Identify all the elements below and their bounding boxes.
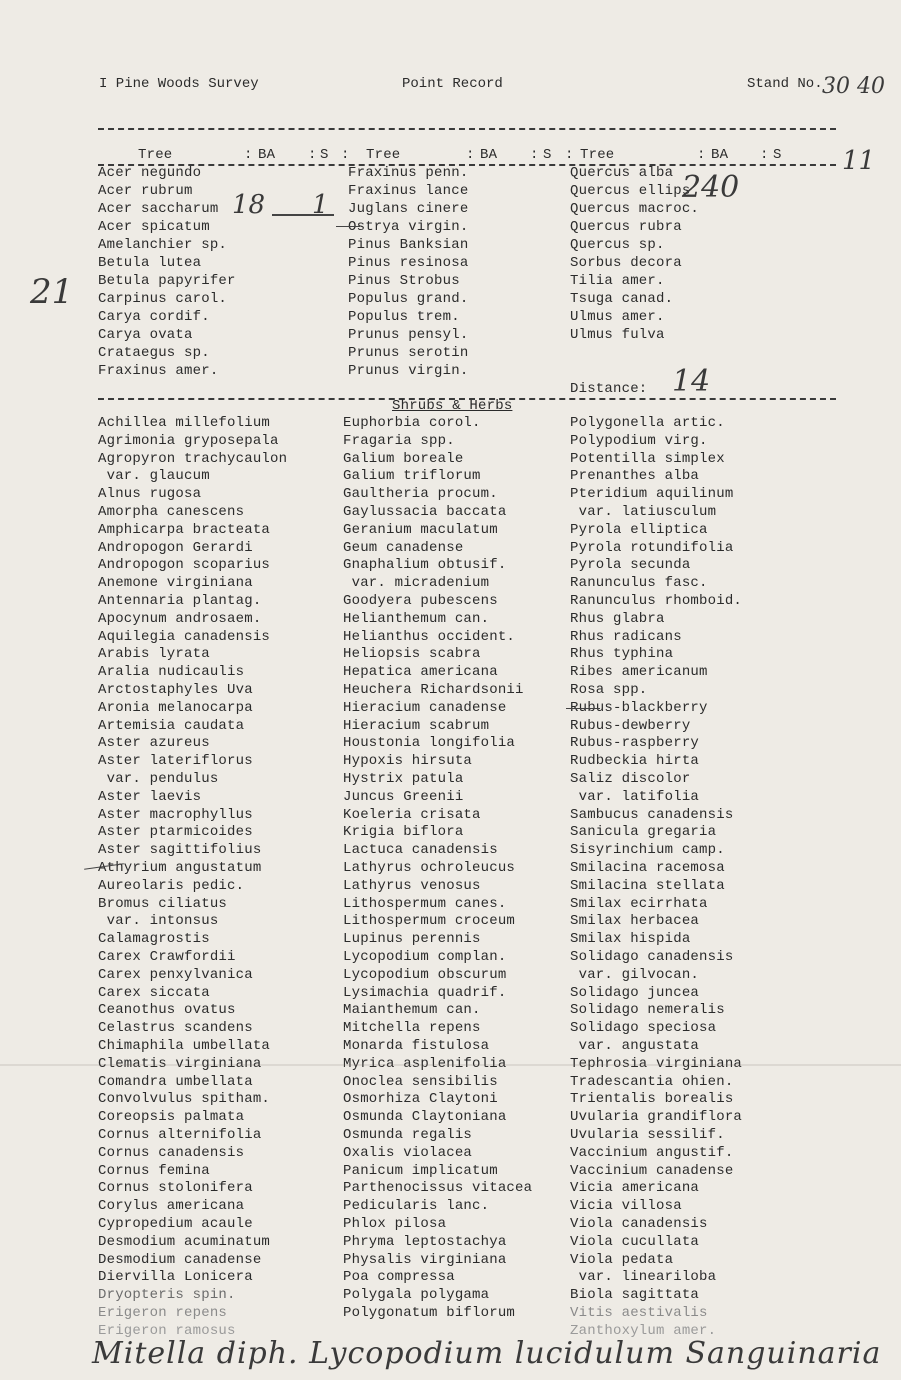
herb-item: Comandra umbellata	[98, 1073, 253, 1090]
herb-item: Convolvulus spitham.	[98, 1091, 271, 1108]
herb-item: Polygonella artic.	[570, 415, 725, 431]
tree-item: Amelanchier sp.	[98, 237, 228, 253]
herb-item: Carex penxylvanica	[98, 966, 253, 983]
tree-item: Acer negundo	[98, 165, 202, 181]
herb-item: Panicum implicatum	[343, 1162, 498, 1179]
herb-item: Potentilla simplex	[570, 450, 725, 467]
herb-item: Aster azureus	[98, 735, 210, 752]
herb-item: Fragaria spp.	[343, 432, 455, 449]
tree-item: Fraxinus penn.	[348, 165, 469, 181]
tree-item: Ostrya virgin.	[348, 219, 469, 235]
herb-item: Pedicularis lanc.	[343, 1198, 490, 1215]
herb-item: Polygonatum biflorum	[343, 1305, 516, 1321]
ba-header-3: BA	[711, 147, 729, 163]
col-sep: :	[530, 147, 539, 163]
herb-item: Andropogon scoparius	[98, 557, 271, 574]
herb-item: Parthenocissus vitacea	[343, 1180, 533, 1197]
col-sep: :	[308, 147, 317, 163]
herb-item: Aronia melanocarpa	[98, 699, 253, 716]
herb-item: Lycopodium obscurum	[343, 966, 507, 983]
tree-header-3: Tree	[580, 147, 615, 163]
herb-item: Lycopodium complan.	[343, 949, 507, 965]
herb-item: Pyrola secunda	[570, 557, 691, 574]
herb-item: Vaccinium angustif.	[570, 1144, 734, 1161]
herb-item: Osmunda regalis	[343, 1127, 473, 1143]
shrubs-herbs-title: Shrubs & Herbs	[392, 398, 513, 414]
herb-item: Uvularia grandiflora	[570, 1109, 743, 1126]
herb-item: Aralia nudicaulis	[98, 664, 245, 681]
herb-item: Phryma leptostachya	[343, 1233, 507, 1250]
paper-fold	[0, 1064, 901, 1066]
s-header-1: S	[320, 147, 329, 163]
strike-mark	[566, 708, 600, 709]
herb-item: Lupinus perennis	[343, 931, 481, 948]
handwritten-margin-mark-right: 11	[842, 146, 876, 176]
herb-item: Sanicula gregaria	[570, 824, 717, 841]
herb-item: Hepatica americana	[343, 664, 498, 681]
herb-item: Rudbeckia hirta	[570, 753, 700, 770]
herb-item: Sisyrinchium camp.	[570, 842, 725, 859]
col-sep: :	[565, 147, 574, 163]
herb-item: Lathyrus ochroleucus	[343, 860, 516, 876]
herb-item: Prenanthes alba	[570, 468, 700, 485]
herb-item: Juncus Greenii	[343, 788, 464, 805]
herb-item: Biola sagittata	[570, 1287, 700, 1304]
herb-item: var. angustata	[570, 1038, 700, 1054]
herb-item: Lithospermum canes.	[343, 895, 507, 912]
herb-item-faded: Zanthoxylum amer.	[570, 1322, 717, 1339]
s-header-2: S	[543, 147, 552, 163]
herb-item: Poa compressa	[343, 1269, 455, 1286]
herb-item: Hystrix patula	[343, 771, 464, 787]
herb-item: Clematis virginiana	[98, 1055, 262, 1072]
tree-item: Betula lutea	[98, 255, 202, 271]
tree-item: Quercus sp.	[570, 237, 665, 253]
herb-item: Gaylussacia baccata	[343, 504, 507, 520]
herb-item: Trientalis borealis	[570, 1091, 734, 1108]
herb-item: Heliopsis scabra	[343, 646, 481, 663]
herb-item: Gnaphalium obtusif.	[343, 557, 507, 574]
herb-item: Mitchella repens	[343, 1020, 481, 1037]
herb-item: Antennaria plantag.	[98, 593, 262, 609]
herb-item: Desmodium acuminatum	[98, 1233, 271, 1250]
herb-item: Coreopsis palmata	[98, 1109, 245, 1126]
herb-item: Polygala polygama	[343, 1287, 490, 1304]
record-title: Point Record	[402, 76, 503, 92]
herb-item: Oxalis violacea	[343, 1144, 473, 1161]
herb-item: Rubus-blackberry	[570, 699, 708, 716]
herb-item: Anemone virginiana	[98, 575, 253, 592]
herb-item: Cornus femina	[98, 1162, 210, 1179]
herb-item: Viola cucullata	[570, 1233, 700, 1250]
tree-item: Carya ovata	[98, 327, 193, 343]
herb-item: var. pendulus	[98, 771, 219, 787]
herb-item: Corylus americana	[98, 1198, 245, 1215]
herb-item: var. micradenium	[343, 575, 490, 592]
herb-item: Sambucus canadensis	[570, 806, 734, 823]
herb-item: var. gilvocan.	[570, 966, 700, 983]
handwritten-footer-note: Mitella diph. Lycopodium lucidulum Sanguinaria	[92, 1336, 882, 1371]
col-sep: :	[244, 147, 253, 163]
herb-item: Helianthemum can.	[343, 610, 490, 627]
herb-item: Carex Crawfordii	[98, 949, 236, 965]
herb-item: Aster laevis	[98, 788, 202, 805]
herb-item: Viola canadensis	[570, 1216, 708, 1232]
tree-item: Ulmus amer.	[570, 309, 665, 325]
stand-label: Stand No.	[747, 76, 823, 92]
handwritten-s-acer-saccharum: 1	[312, 190, 329, 220]
herb-item: Maianthemum can.	[343, 1002, 481, 1019]
herb-item: Ribes americanum	[570, 664, 708, 681]
herb-item: Saliz discolor	[570, 771, 691, 787]
herb-item: Arabis lyrata	[98, 646, 210, 663]
herb-item: Tradescantia ohien.	[570, 1073, 734, 1090]
tree-item: Populus grand.	[348, 291, 469, 307]
herb-item: Lathyrus venosus	[343, 877, 481, 894]
tree-item: Acer rubrum	[98, 183, 193, 199]
survey-title: I Pine Woods Survey	[99, 76, 259, 92]
herb-item: Goodyera pubescens	[343, 593, 498, 609]
tree-header-2: Tree	[366, 147, 401, 163]
herb-item: Amorpha canescens	[98, 504, 245, 520]
herb-item: Agrimonia gryposepala	[98, 432, 279, 449]
herb-item: Viola pedata	[570, 1251, 674, 1268]
herb-item: Aster ptarmicoides	[98, 824, 253, 841]
tree-item: Carpinus carol.	[98, 291, 228, 307]
ba-header-1: BA	[258, 147, 276, 163]
herb-item: Vicia americana	[570, 1180, 700, 1197]
herb-item: Vaccinium canadense	[570, 1162, 734, 1179]
handwritten-distance-value: 14	[672, 364, 711, 399]
herb-item: Calamagrostis	[98, 931, 210, 948]
handwritten-underline	[272, 214, 334, 216]
herb-item: Polypodium virg.	[570, 432, 708, 449]
tree-item: Tilia amer.	[570, 273, 665, 289]
tree-item: Prunus pensyl.	[348, 327, 469, 343]
herb-item: var. glaucum	[98, 468, 210, 485]
tree-item: Acer spicatum	[98, 219, 210, 235]
herb-item: Galium boreale	[343, 450, 464, 467]
stand-number-handwritten: 30 40	[822, 74, 885, 99]
herb-item: Rhus typhina	[570, 646, 674, 663]
herb-item: Helianthus occident.	[343, 628, 516, 645]
herb-item: Cornus canadensis	[98, 1144, 245, 1161]
herb-item: Pyrola elliptica	[570, 521, 708, 538]
herb-item: Monarda fistulosa	[343, 1038, 490, 1054]
herb-item: Aquilegia canadensis	[98, 628, 271, 645]
herb-item: Cornus stolonifera	[98, 1180, 253, 1197]
top-rule	[98, 128, 836, 130]
herb-item: Myrica asplenifolia	[343, 1055, 507, 1072]
ba-header-2: BA	[480, 147, 498, 163]
herb-item: Lactuca canadensis	[343, 842, 498, 859]
col-sep: :	[697, 147, 706, 163]
tree-item: Tsuga canad.	[570, 291, 674, 307]
col-sep: :	[341, 147, 350, 163]
handwritten-margin-mark-left: 21	[30, 272, 74, 312]
herb-item: Solidago nemeralis	[570, 1002, 725, 1019]
herb-item: Aster sagittifolius	[98, 842, 262, 859]
tree-item: Ulmus fulva	[570, 327, 665, 343]
herb-item: Achillea millefolium	[98, 415, 271, 431]
herb-item: Houstonia longifolia	[343, 735, 516, 752]
herb-item: Solidago juncea	[570, 984, 700, 1001]
tree-item: Fraxinus lance	[348, 183, 469, 199]
herb-item: Aster macrophyllus	[98, 806, 253, 823]
herb-item: Smilax ecirrhata	[570, 895, 708, 912]
tree-item: Juglans cinere	[348, 201, 469, 217]
herb-item: Celastrus scandens	[98, 1020, 253, 1037]
herb-item: Alnus rugosa	[98, 486, 202, 503]
herb-item: Gaultheria procum.	[343, 486, 498, 503]
tree-item: Prunus virgin.	[348, 363, 469, 379]
herb-item: Chimaphila umbellata	[98, 1038, 271, 1054]
herb-item: Solidago canadensis	[570, 949, 734, 965]
tree-header-1: Tree	[138, 147, 173, 163]
herb-item: Uvularia sessilif.	[570, 1127, 725, 1143]
herb-item: Bromus ciliatus	[98, 895, 228, 912]
herb-item: Galium triflorum	[343, 468, 481, 485]
tree-item: Pinus Banksian	[348, 237, 469, 253]
herb-item: Artemisia caudata	[98, 717, 245, 734]
tree-item: Quercus macroc.	[570, 201, 700, 217]
handwritten-ba-quercus-ellips: 240	[682, 170, 740, 205]
herb-item: var. latifolia	[570, 788, 700, 805]
herb-item: Diervilla Lonicera	[98, 1269, 253, 1286]
herb-item: Onoclea sensibilis	[343, 1073, 498, 1090]
herb-item: Rubus-dewberry	[570, 717, 691, 734]
herb-item: Desmodium canadense	[98, 1251, 262, 1268]
herb-item: Lysimachia quadrif.	[343, 984, 507, 1001]
herb-item: Hieracium scabrum	[343, 717, 490, 734]
herb-item: Ranunculus fasc.	[570, 575, 708, 592]
herb-item: var. lineariloba	[570, 1269, 717, 1286]
tree-item: Crataegus sp.	[98, 345, 210, 361]
herb-item: Lithospermum croceum	[343, 913, 516, 930]
tree-item: Fraxinus amer.	[98, 363, 219, 379]
distance-label: Distance:	[570, 381, 648, 397]
tree-item: Carya cordif.	[98, 309, 210, 325]
herb-item: Hieracium canadense	[343, 699, 507, 716]
herb-item: Apocynum androsaem.	[98, 610, 262, 627]
herb-item: Vicia villosa	[570, 1198, 682, 1215]
tree-item: Populus trem.	[348, 309, 460, 325]
herb-item-faded: Erigeron repens	[98, 1305, 228, 1321]
herb-item: Arctostaphyles Uva	[98, 682, 253, 698]
tree-item: Quercus ellips	[570, 183, 691, 199]
herb-item: Ceanothus ovatus	[98, 1002, 236, 1019]
s-header-3: S	[773, 147, 782, 163]
herb-item: Physalis virginiana	[343, 1251, 507, 1268]
herb-item: Smilacina racemosa	[570, 860, 725, 876]
herb-item: Osmorhiza Claytoni	[343, 1091, 498, 1108]
herb-item: Krigia biflora	[343, 824, 464, 841]
tree-item: Quercus alba	[570, 165, 674, 181]
herb-item: Athyrium angustatum	[98, 860, 262, 876]
herb-item-faded: Vitis aestivalis	[570, 1305, 708, 1321]
herb-item: var. latiusculum	[570, 504, 717, 520]
herb-item: Smilacina stellata	[570, 877, 725, 894]
herb-item: Rosa spp.	[570, 682, 648, 698]
tree-item: Acer saccharum	[98, 201, 219, 217]
herb-item: Geum canadense	[343, 539, 464, 556]
herb-item: Cornus alternifolia	[98, 1127, 262, 1143]
herb-item-faded: Erigeron ramosus	[98, 1322, 236, 1339]
herb-item: Phlox pilosa	[343, 1216, 447, 1232]
handwritten-ba-acer-saccharum: 18	[232, 190, 266, 220]
herb-item: Smilax hispida	[570, 931, 691, 948]
herb-item: Heuchera Richardsonii	[343, 682, 524, 698]
herb-item: Andropogon Gerardi	[98, 539, 253, 556]
herb-item: Rhus glabra	[570, 610, 665, 627]
herb-item: Smilax herbacea	[570, 913, 700, 930]
tree-item: Prunus serotin	[348, 345, 469, 361]
herb-item: Solidago speciosa	[570, 1020, 717, 1037]
herb-item: Carex siccata	[98, 984, 210, 1001]
col-sep: :	[466, 147, 475, 163]
tree-item: Pinus Strobus	[348, 273, 460, 289]
herb-item: Tephrosia virginiana	[570, 1055, 743, 1072]
herb-item: Cypropedium acaule	[98, 1216, 253, 1232]
herb-item: Rhus radicans	[570, 628, 682, 645]
herb-item-faded: Dryopteris spin.	[98, 1287, 236, 1304]
tree-item: Betula papyrifer	[98, 273, 236, 289]
col-sep: :	[760, 147, 769, 163]
herb-item: Rubus-raspberry	[570, 735, 700, 752]
strikeout-mark	[336, 226, 360, 227]
herb-item: Euphorbia corol.	[343, 415, 481, 431]
herb-item: var. intonsus	[98, 913, 219, 930]
herb-item: Amphicarpa bracteata	[98, 521, 271, 538]
herb-item: Aureolaris pedic.	[98, 877, 245, 894]
herb-item: Aster lateriflorus	[98, 753, 253, 770]
herb-item: Ranunculus rhomboid.	[570, 593, 743, 609]
herb-item: Pteridium aquilinum	[570, 486, 734, 503]
herb-item: Agropyron trachycaulon	[98, 450, 288, 467]
tree-item: Quercus rubra	[570, 219, 682, 235]
herb-item: Geranium maculatum	[343, 521, 498, 538]
herb-item: Koeleria crisata	[343, 806, 481, 823]
tree-item: Pinus resinosa	[348, 255, 469, 271]
herb-item: Hypoxis hirsuta	[343, 753, 473, 770]
tree-item: Sorbus decora	[570, 255, 682, 271]
herb-item: Osmunda Claytoniana	[343, 1109, 507, 1126]
herb-item: Pyrola rotundifolia	[570, 539, 734, 556]
